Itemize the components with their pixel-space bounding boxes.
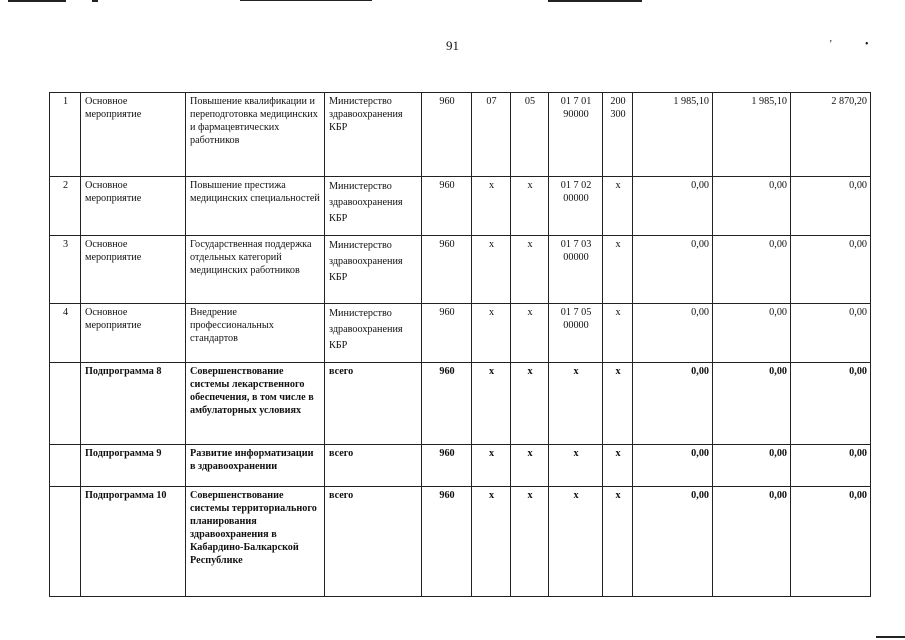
cell-rz: x (472, 363, 511, 445)
cell-csr: 01 7 01 90000 (549, 93, 603, 177)
table-row (50, 177, 871, 236)
cell-rz: x (472, 236, 511, 304)
cell-name: Развитие информатизации в здравоохранении (186, 445, 325, 487)
table-row (50, 236, 871, 304)
cell-value-3: 0,00 (791, 445, 871, 487)
cell-index (50, 487, 81, 597)
scan-artifact-line (240, 0, 372, 1)
cell-pr: x (511, 363, 549, 445)
cell-status: Основное мероприятие (81, 93, 186, 177)
cell-status: Основное мероприятие (81, 236, 186, 304)
cell-name: Совершенствование системы территориального планирования здравоохранения в Кабардино-Балкарской Республике (186, 487, 325, 597)
scan-artifact-dash (92, 0, 98, 2)
cell-name: Внедрение профессиональных стандартов (186, 304, 325, 363)
cell-name: Повышение квалификации и переподготовка медицинских и фармацевтических работников (186, 93, 325, 177)
cell-rz: x (472, 445, 511, 487)
budget-table (49, 92, 871, 597)
cell-name: Совершенствование системы лекарственного обеспечения, в том числе в амбулаторных условиях (186, 363, 325, 445)
cell-csr: 01 7 05 00000 (549, 304, 603, 363)
cell-grbs: 960 (422, 304, 472, 363)
cell-status: Подпрограмма 8 (81, 363, 186, 445)
cell-rz: x (472, 487, 511, 597)
cell-status: Подпрограмма 9 (81, 445, 186, 487)
cell-value-1: 0,00 (633, 236, 713, 304)
cell-pr: x (511, 236, 549, 304)
cell-csr: x (549, 363, 603, 445)
cell-value-3: 0,00 (791, 487, 871, 597)
cell-value-2: 0,00 (713, 445, 791, 487)
table-row (50, 363, 871, 445)
cell-vr: x (603, 487, 633, 597)
cell-executor: Министерство здравоохранения КБР (325, 236, 422, 304)
page-number: 91 (446, 38, 459, 53)
cell-value-2: 0,00 (713, 177, 791, 236)
cell-value-1: 1 985,10 (633, 93, 713, 177)
cell-value-3: 0,00 (791, 236, 871, 304)
cell-status: Основное мероприятие (81, 304, 186, 363)
cell-csr: 01 7 03 00000 (549, 236, 603, 304)
cell-vr: x (603, 304, 633, 363)
cell-index: 3 (50, 236, 81, 304)
cell-value-1: 0,00 (633, 445, 713, 487)
table-row (50, 445, 871, 487)
cell-csr: x (549, 487, 603, 597)
cell-value-1: 0,00 (633, 177, 713, 236)
cell-pr: 05 (511, 93, 549, 177)
cell-grbs: 960 (422, 445, 472, 487)
table-row (50, 304, 871, 363)
cell-name: Повышение престижа медицинских специальностей (186, 177, 325, 236)
cell-status: Подпрограмма 10 (81, 487, 186, 597)
cell-index (50, 363, 81, 445)
cell-value-1: 0,00 (633, 304, 713, 363)
cell-index: 1 (50, 93, 81, 177)
cell-index: 2 (50, 177, 81, 236)
cell-pr: x (511, 304, 549, 363)
cell-vr: 200 300 (603, 93, 633, 177)
cell-index (50, 445, 81, 487)
cell-grbs: 960 (422, 93, 472, 177)
cell-rz: 07 (472, 93, 511, 177)
cell-vr: x (603, 445, 633, 487)
cell-status: Основное мероприятие (81, 177, 186, 236)
cell-value-3: 0,00 (791, 177, 871, 236)
cell-executor: Министерство здравоохранения КБР (325, 177, 422, 236)
cell-value-2: 1 985,10 (713, 93, 791, 177)
cell-vr: x (603, 363, 633, 445)
cell-pr: x (511, 177, 549, 236)
cell-name: Государственная поддержка отдельных категорий медицинских работников (186, 236, 325, 304)
scan-artifact-line (548, 0, 642, 2)
cell-rz: x (472, 177, 511, 236)
scan-artifact-line (876, 636, 905, 638)
table-row (50, 487, 871, 597)
cell-grbs: 960 (422, 236, 472, 304)
cell-executor: всего (325, 363, 422, 445)
cell-grbs: 960 (422, 363, 472, 445)
cell-executor: всего (325, 445, 422, 487)
scan-artifact-dot: ʼ (829, 39, 833, 50)
cell-value-2: 0,00 (713, 236, 791, 304)
cell-value-3: 0,00 (791, 363, 871, 445)
cell-vr: x (603, 236, 633, 304)
cell-grbs: 960 (422, 487, 472, 597)
cell-value-3: 2 870,20 (791, 93, 871, 177)
cell-value-2: 0,00 (713, 363, 791, 445)
cell-executor: Министерство здравоохранения КБР (325, 93, 422, 177)
table-body (50, 93, 871, 597)
scan-artifact-dot: • (865, 39, 869, 50)
cell-value-1: 0,00 (633, 363, 713, 445)
cell-index: 4 (50, 304, 81, 363)
table-row (50, 93, 871, 177)
cell-value-2: 0,00 (713, 304, 791, 363)
cell-pr: x (511, 487, 549, 597)
cell-rz: x (472, 304, 511, 363)
cell-pr: x (511, 445, 549, 487)
cell-value-2: 0,00 (713, 487, 791, 597)
scan-artifact-line (8, 0, 66, 2)
cell-executor: Министерство здравоохранения КБР (325, 304, 422, 363)
cell-grbs: 960 (422, 177, 472, 236)
cell-csr: x (549, 445, 603, 487)
cell-value-3: 0,00 (791, 304, 871, 363)
cell-csr: 01 7 02 00000 (549, 177, 603, 236)
cell-vr: x (603, 177, 633, 236)
cell-value-1: 0,00 (633, 487, 713, 597)
cell-executor: всего (325, 487, 422, 597)
